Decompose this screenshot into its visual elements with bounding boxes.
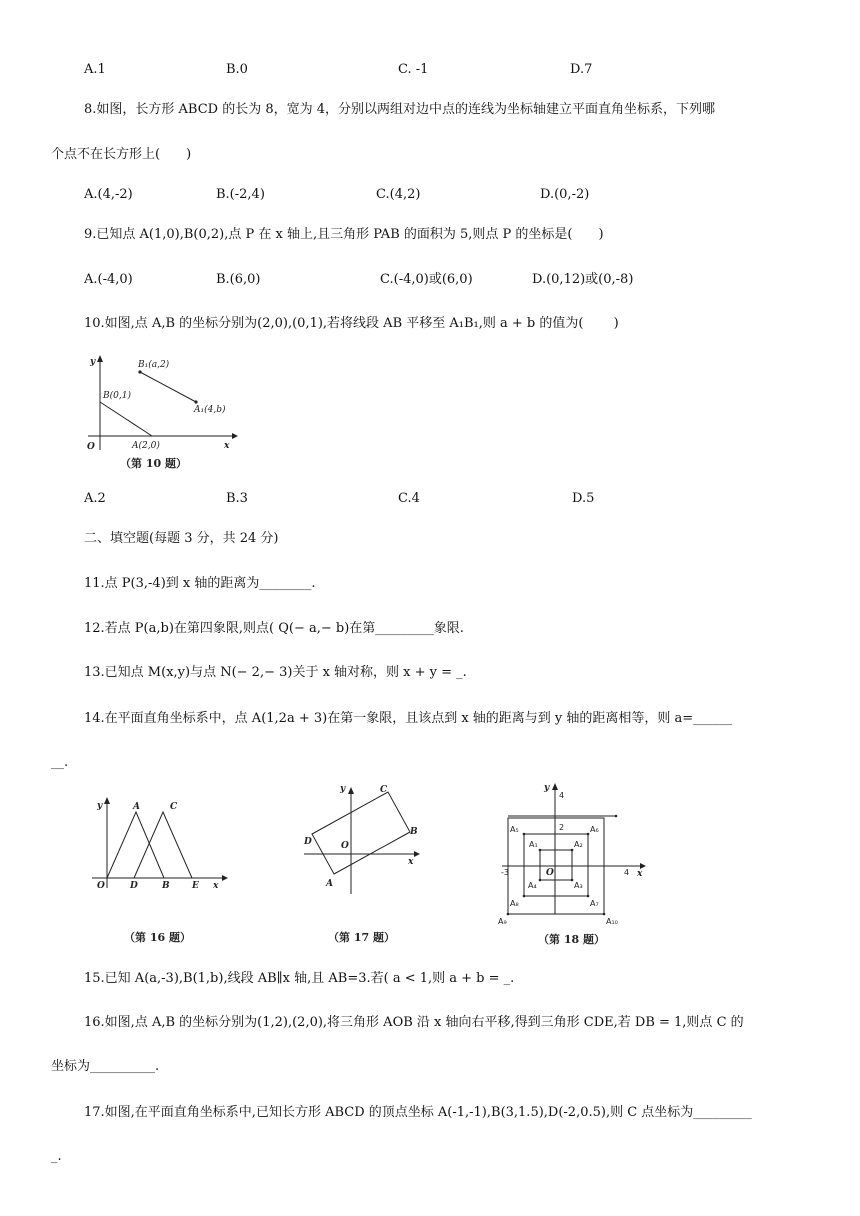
fig18-y-label: y (544, 783, 550, 793)
fig18 (496, 778, 656, 950)
q9-option-c: C.(-4,0)或(6,0) (380, 272, 473, 287)
q16-text-line1: 16.如图,点 A,B 的坐标分别为(1,2),(2,0),将三角形 AOB 沿 x 轴向右平移,得到三角形 CDE,若 DB = 1,则点 C 的 (84, 1015, 744, 1030)
q17-text-line1: 17.如图,在平面直角坐标系中,已知长方形 ABCD 的顶点坐标 A(-1,-1),B(3,1.5),D(-2,0.5),则 C 点坐标为_________ (84, 1105, 752, 1120)
q9-option-b: B.(6,0) (216, 272, 261, 287)
q8-option-d: D.(0,-2) (540, 187, 590, 202)
fig17 (296, 776, 436, 950)
q10-figure (82, 350, 242, 475)
fig18-a7-label: A₇ (590, 899, 599, 908)
q9-text: 9.已知点 A(1,0),B(0,2),点 P 在 x 轴上,且三角形 PAB 的面积为 5,则点 P 的坐标是( ) (84, 227, 604, 242)
fig16-b-label: B (162, 881, 170, 891)
section-title: 二、填空题(每题 3 分，共 24 分) (84, 531, 279, 546)
fig16-c-label: C (170, 802, 178, 812)
q10-option-a: A.2 (84, 491, 106, 506)
q7-option-c: C. -1 (398, 62, 429, 77)
fig17-a-label: A (326, 879, 333, 889)
fig18-tick-2: 2 (559, 823, 565, 832)
q10-origin-label: O (87, 442, 95, 452)
fig16-e-label: E (192, 881, 199, 891)
fig18-a2-label: A₂ (574, 840, 583, 849)
q10-a-label: A(2,0) (132, 441, 160, 451)
fig18-o-label: O (546, 868, 554, 878)
q9-option-a: A.(-4,0) (84, 272, 133, 287)
fig18-x-label: x (637, 869, 643, 879)
fig16-a-label: A (133, 802, 140, 812)
q8-text-line2: 个点不在长方形上( ) (51, 147, 192, 162)
fig16-o-label: O (97, 881, 105, 891)
q15-text: 15.已知 A(a,-3),B(1,b),线段 AB∥x 轴,且 AB=3.若( a < 1,则 a + b = _. (84, 971, 515, 986)
fig17-x-label: x (408, 857, 414, 867)
q13-text: 13.已知点 M(x,y)与点 N(− 2,− 3)关于 x 轴对称，则 x + y = _. (84, 665, 467, 680)
fig16-y-label: y (97, 801, 103, 811)
q8-text-line1: 8.如图，长方形 ABCD 的长为 8，宽为 4，分别以两组对边中点的连线为坐标轴建立平面直角坐标系，下列哪 (84, 102, 716, 117)
q7-option-a: A.1 (84, 62, 106, 77)
q7-option-d: D.7 (570, 62, 593, 77)
q17-text-line2: _. (51, 1149, 62, 1164)
q9-option-d: D.(0,12)或(0,-8) (532, 272, 634, 287)
q16-text-line2: 坐标为__________. (51, 1059, 160, 1074)
q10-option-d: D.5 (572, 491, 595, 506)
fig17-d-label: D (304, 837, 312, 847)
q8-option-b: B.(-2,4) (216, 187, 265, 202)
q10-y-label: y (90, 357, 96, 367)
fig18-a6-label: A₆ (590, 825, 599, 834)
fig18-a5-label: A₅ (510, 825, 519, 834)
fig18-a8-label: A₈ (510, 899, 519, 908)
q10-option-b: B.3 (226, 491, 248, 506)
q8-option-c: C.(4,2) (376, 187, 421, 202)
fig17-y-label: y (340, 784, 346, 794)
fig18-a3-label: A₃ (574, 881, 583, 890)
fig18-a4-label: A₄ (528, 881, 537, 890)
q10-caption: （第 10 题） (120, 457, 187, 470)
fig16-x-label: x (213, 881, 219, 891)
q10-b1-label: B₁(a,2) (138, 360, 170, 370)
q10-x-label: x (224, 441, 230, 451)
q10-a1-label: A₁(4,b) (194, 405, 226, 415)
fig16-caption: （第 16 题） (124, 931, 191, 944)
q14-text-line2: __. (51, 755, 69, 770)
q12-text: 12.若点 P(a,b)在第四象限,则点( Q(− a,− b)在第_________象限. (84, 621, 464, 636)
q8-option-a: A.(4,-2) (84, 187, 133, 202)
fig18-tick-4x: 4 (624, 868, 630, 877)
fig16 (88, 790, 238, 950)
q14-text-line1: 14.在平面直角坐标系中，点 A(1,2a + 3)在第一象限，且该点到 x 轴的距离与到 y 轴的距离相等，则 a=______ (84, 711, 733, 726)
fig17-b-label: B (410, 827, 418, 837)
q11-text: 11.点 P(3,-4)到 x 轴的距离为________. (84, 576, 316, 591)
fig18-a9-label: A₉ (498, 917, 507, 926)
fig18-a1-label: A₁ (529, 840, 538, 849)
q10-b-label: B(0,1) (103, 391, 131, 401)
fig18-caption: （第 18 题） (538, 933, 605, 946)
q7-option-b: B.0 (226, 62, 248, 77)
fig18-a10-label: A₁₀ (606, 917, 618, 926)
fig17-c-label: C (380, 785, 388, 795)
q10-option-c: C.4 (398, 491, 420, 506)
q10-text: 10.如图,点 A,B 的坐标分别为(2,0),(0,1),若将线段 AB 平移至 A₁B₁,则 a + b 的值为( ) (84, 316, 619, 331)
fig17-o-label: O (341, 841, 349, 851)
fig18-tick-4y: 4 (559, 791, 565, 800)
fig18-tick-neg3: -3 (501, 868, 509, 877)
fig17-caption: （第 17 题） (328, 931, 395, 944)
fig16-d-label: D (130, 881, 138, 891)
